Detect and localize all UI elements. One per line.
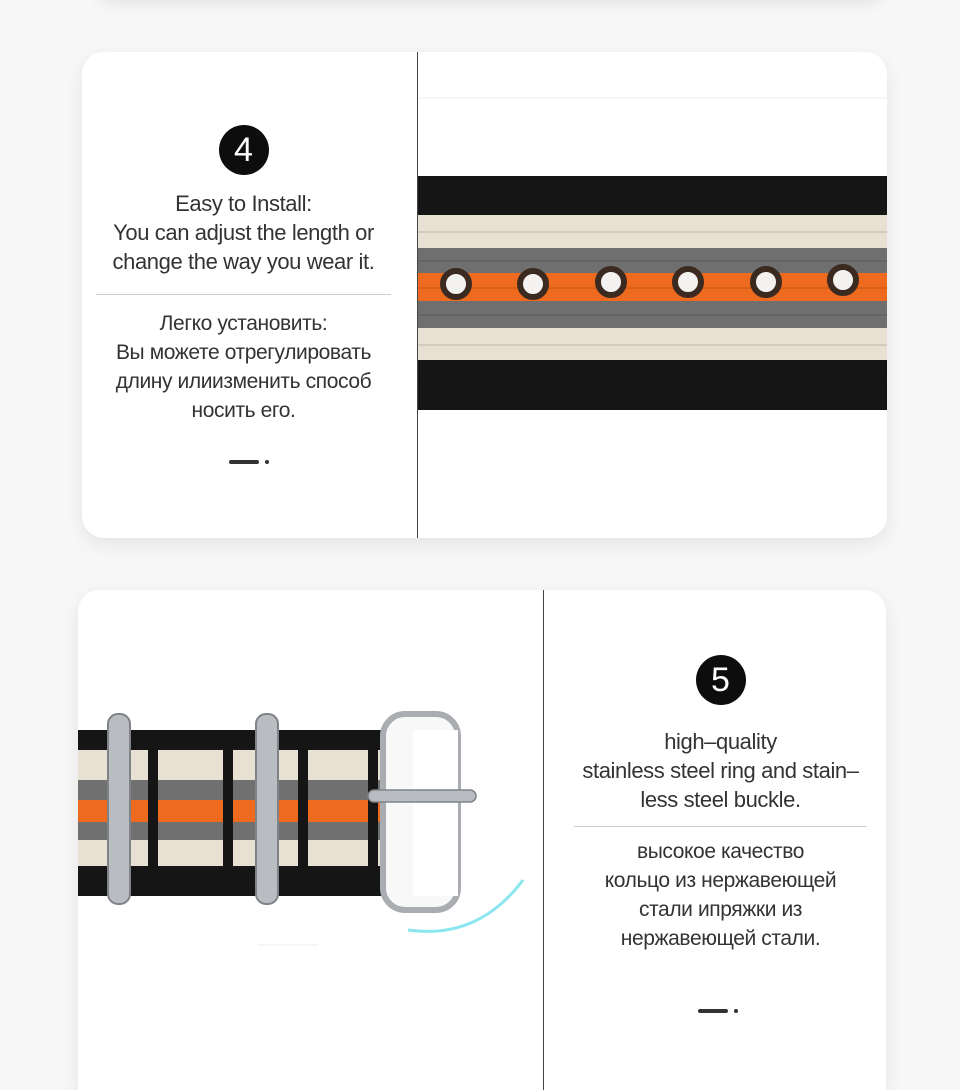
strap-buckle-photo [78, 590, 543, 1078]
feature-text-4 [96, 125, 391, 425]
vertical-divider [543, 590, 544, 1090]
dash-dot-decoration [698, 1009, 738, 1013]
feature-description-en: high–quality stainless steel ring and stain– less steel buckle. [582, 729, 859, 812]
step-number-badge: 4 [219, 125, 269, 175]
section-divider [96, 294, 391, 295]
feature-card-4 [82, 52, 887, 538]
strap-holes-photo [418, 52, 887, 538]
feature-description-ru: Легко установить: Вы можете отрегулировать длину илиизменить способ носить его. [115, 312, 372, 422]
feature-description-en: Easy to Install: You can adjust the length or change the way you wear it. [112, 191, 375, 274]
feature-description-ru: высокое качество кольцо из нержавеющей стали ипряжки из нержавеющей стали. [604, 840, 837, 950]
step-number-badge: 5 [696, 655, 746, 705]
feature-text-5 [574, 655, 867, 953]
feature-card-5 [78, 590, 886, 1090]
section-divider [574, 826, 867, 827]
dash-dot-decoration [229, 460, 269, 464]
